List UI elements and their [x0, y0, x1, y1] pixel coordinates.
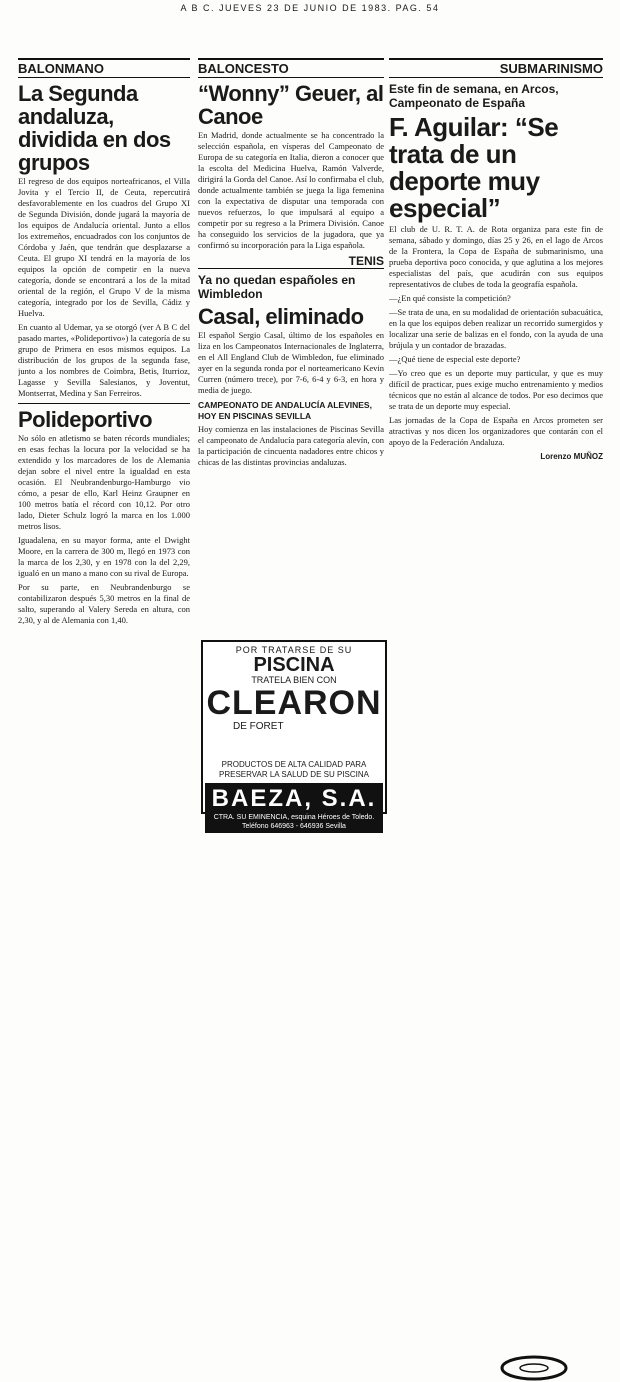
- subhead-natacion: CAMPEONATO DE ANDALUCÍA ALEVINES, HOY EN PISCINAS SEVILLA: [198, 400, 372, 421]
- article-text: No sólo en atletismo se baten récords mundiales; en esas fechas la locura por la velocidad se ha extendido y los marcadores de los de Alemania dejan sobre el nivel entre la igualdad en esta ocasión. El Neubrandenburgo-Hamburgo vio cómo, a pesar de ello, Karl Heinz Graupner en 100 metros batía el récord con 10,12. Por otro lado, Dieter Schulz logró la marca en los 1.000 metros lisos.: [18, 433, 190, 531]
- interview-question: —¿En qué consiste la competición?: [389, 293, 511, 303]
- article-text: Por su parte, en Neubrandenburgo se contabilizaron después 5,30 metros en la final de salto, superando al Valery Sereda en altura, con 2,30, y al de Alemania con 1,40.: [18, 582, 190, 625]
- divider: [18, 403, 190, 404]
- swim-ring-icon: [498, 1354, 570, 1382]
- ad-line: PRODUCTOS DE ALTA CALIDAD PARA PRESERVAR LA SALUD DE SU PISCINA: [219, 760, 369, 779]
- byline: Lorenzo MUÑOZ: [540, 452, 603, 461]
- ad-brand: CLEARON: [206, 684, 382, 722]
- article-text: El regreso de dos equipos norteafricanos, el Villa Jovita y el Tercio II, de Ceuta, repercutirá desfavorablemente en los cuadros del Grupo XI de Segunda División, donde jugará la mayoría de los equipos de Andalucía oriental. Junto a ellos los extremeños, encuadrados con los conjuntos de Córdoba y Jaén, que tendrán que desplazarse a Ceuta. El grupo XI tendrá en la mayoría de los equipos la opción de competir en la nueva categoría, donde se encontrará a los de la mitad oriental de la región, el Grupo V de la misma categoría, integrado por los de Sevilla, Cádiz y Huelva.: [18, 176, 190, 318]
- article-text: El español Sergio Casal, último de los españoles en liza en los Campeonatos Internacionales de Inglaterra, en el All England Club de Wimbledon, fue eliminado ayer en la segunda ronda por el norteamericano Kevin Curren (número trece), por 7-6, 6-4 y 6-3, en hora y media de juego.: [198, 330, 384, 395]
- article-text: En Madrid, donde actualmente se ha concentrado la selección española, en vísperas del Campeonato de Europa de su categoría en Italia, dieron a conocer que la escolta del Medicina Huelva, Ramón Valverde, dirigirá la Gorda del Canoe. Así lo confirmaba el club, donde actualmente también se juega la liga femenina con la expectativa de disputar una temporada con nuevos refuerzos, lo que impulsará al equipo a competir por su regreso a la Primera División. Canoe ha conseguido los servicios de la jugadora, que ya confirmó su incorporación para la Liga española.: [198, 130, 384, 250]
- ad-address: CTRA. SU EMINENCIA, esquina Héroes de Toledo. Teléfono 646963 - 646936 Sevilla: [213, 814, 375, 830]
- article-text: El club de U. R. T. A. de Rota organiza para este fin de semana, sábado y domingo, días 25 y 26, en el lago de Arcos de la Frontera, la Copa de España de submarinismo, una prueba deportiva poco conocida, y que aglutina a los mejores especialistas del país, que acudirán con sus equipos representativos de clubes de toda la geografía española.: [389, 224, 603, 289]
- article-text: Las jornadas de la Copa de España en Arcos prometen ser atractivas y nos dicen los organizadores que contarán con el apoyo de la Federación Andaluza.: [389, 415, 603, 447]
- ad-line: PISCINA: [253, 654, 335, 676]
- article-text: En cuanto al Udemar, ya se otorgó (ver A B C del pasado martes, «Polideportivo») la categoría de su grupo de Primera en esos mismos equipos. La distribución de los grupos de la segunda fase, junto a los nombres de Coimbra, Betis, Iturrioz, Lagasse y Sevilla Salesianos, y Joventut, Montserrat, Medina y San Ferreiros.: [18, 322, 190, 398]
- section-label-tenis: TENIS: [198, 254, 384, 269]
- headline-geuer-canoe: “Wonny” Geuer, al Canoe: [198, 81, 384, 129]
- article-text: Iguadalena, en su mayor forma, ante el Dwight Moore, en la carrera de 300 m, llegó en 1973 con la marca de los 2,30, y en 1978 con la del 2,29, igualó en un mano a mano con su rival de Europa.: [18, 535, 190, 578]
- kicker-wimbledon: Ya no quedan españoles en Wimbledon: [198, 273, 356, 301]
- section-label-balonmano: BALONMANO: [18, 58, 190, 78]
- interview-answer: —Yo creo que es un deporte muy particular, y que es muy difícil de practicar, pues exige mucho entrenamiento y medios técnicos que no están al alcance de todos. Por eso decimos que se trata de un deporte muy especial.: [389, 368, 603, 411]
- ad-line: TRATELA BIEN CON: [251, 675, 337, 685]
- ad-company-box: [205, 783, 383, 833]
- headline-segunda-andaluza: La Segunda andaluza, dividida en dos grupos: [18, 81, 171, 175]
- page-running-header: A B C. JUEVES 23 DE JUNIO DE 1983. PAG. 54: [180, 3, 440, 13]
- ad-line: POR TRATARSE DE SU: [235, 645, 353, 655]
- section-label-baloncesto: BALONCESTO: [198, 58, 384, 78]
- interview-question: —¿Qué tiene de especial este deporte?: [389, 354, 521, 364]
- headline-casal-eliminado: Casal, eliminado: [198, 304, 364, 329]
- advertisement-clearon: [201, 640, 387, 830]
- column-diving: [389, 58, 603, 461]
- headline-aguilar: F. Aguilar: “Se trata de un deporte muy especial”: [389, 112, 559, 223]
- section-label-submarinismo: SUBMARINISMO: [389, 58, 603, 78]
- interview-answer: —Se trata de una, en su modalidad de orientación subacuática, en la que los equipos deben realizar un recorrido sumergidos y localizar una serie de balizas en el fondo, con la ayuda de una brújula y un contador de brazadas.: [389, 307, 603, 350]
- ad-line: DE FORET: [233, 721, 284, 732]
- headline-polideportivo: Polideportivo: [18, 407, 153, 432]
- kicker-arcos: Este fin de semana, en Arcos, Campeonato de España: [389, 82, 559, 110]
- column-handball: [18, 58, 190, 629]
- column-basketball-tennis: [198, 58, 384, 471]
- article-text: Hoy comienza en las instalaciones de Piscinas Sevilla el campeonato de Andalucía para categoría alevín, con la participación de cincuenta nadadores entre chicos y chicas de las distintas provincias andaluzas.: [198, 424, 384, 467]
- ad-company: BAEZA, S.A.: [211, 785, 377, 812]
